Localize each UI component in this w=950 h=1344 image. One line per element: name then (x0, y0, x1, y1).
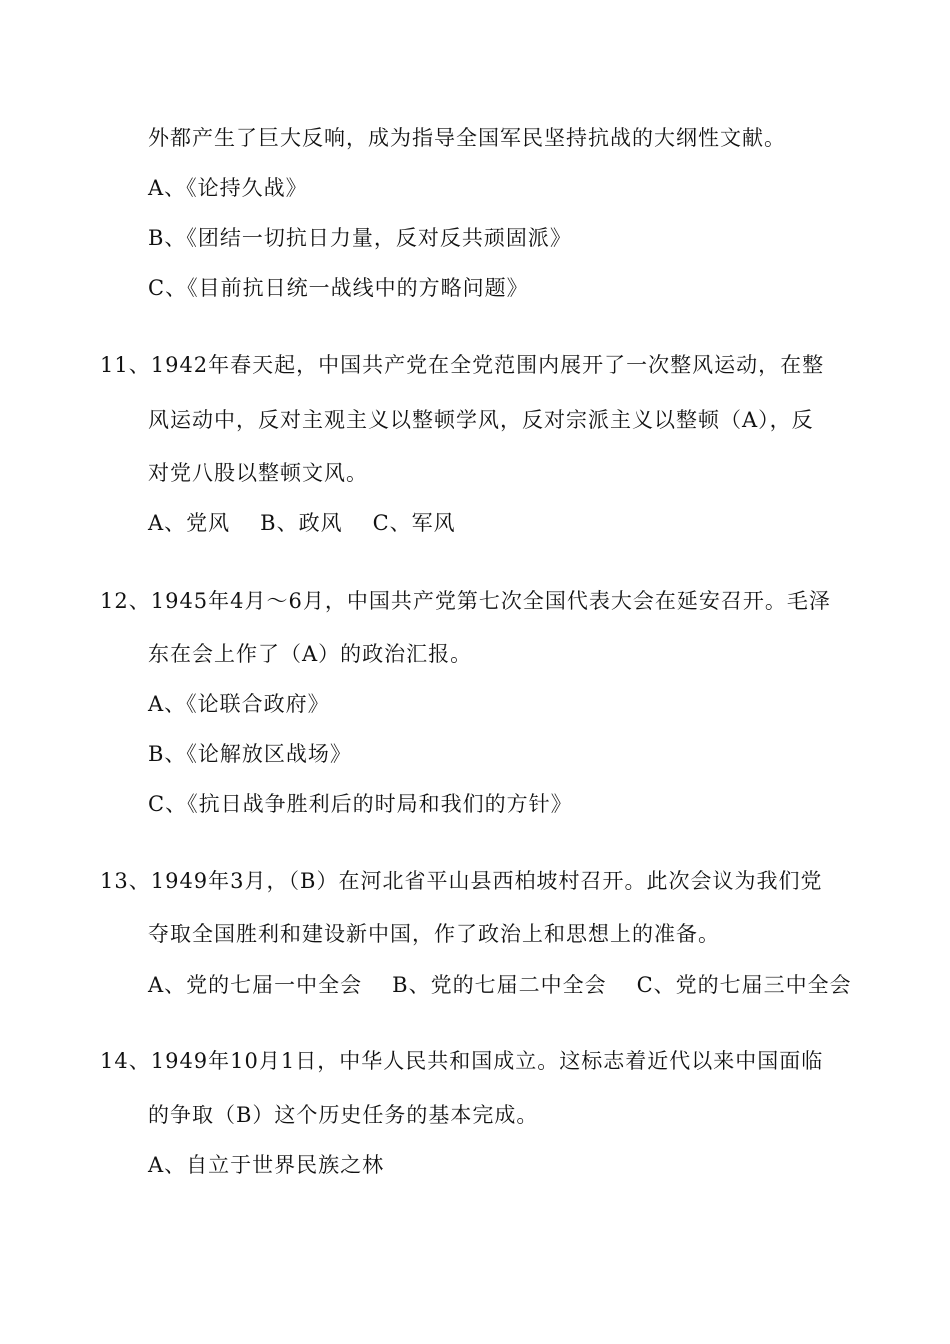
option-b: B、党的七届二中全会 (392, 973, 607, 997)
text-line: 东在会上作了（A）的政治汇报。 (148, 642, 473, 666)
option-b: B、《团结一切抗日力量，反对反共顽固派》 (148, 226, 572, 250)
options-row (148, 509, 456, 537)
text-line: 风运动中，反对主观主义以整顿学风，反对宗派主义以整顿（A），反 (148, 408, 814, 432)
option-b: B、政风 (260, 511, 343, 535)
option-c: C、《抗日战争胜利后的时局和我们的方针》 (148, 792, 573, 816)
text-line: 外都产生了巨大反响，成为指导全国军民坚持抗战的大纲性文献。 (148, 126, 786, 150)
question-14: 14、1949年10月1日，中华人民共和国成立。这标志着近代以来中国面临 (100, 1049, 824, 1073)
option-a: A、党的七届一中全会 (148, 973, 363, 997)
question-11: 11、1942年春天起，中国共产党在全党范围内展开了一次整风运动，在整 (100, 353, 825, 377)
option-b: B、《论解放区战场》 (148, 742, 352, 766)
question-12: 12、1945年4月～6月，中国共产党第七次全国代表大会在延安召开。毛泽 (100, 589, 831, 613)
option-c: C、党的七届三中全会 (636, 973, 852, 997)
option-c: C、《目前抗日统一战线中的方略问题》 (148, 276, 529, 300)
option-a: A、党风 (148, 511, 231, 535)
text-line: 夺取全国胜利和建设新中国，作了政治上和思想上的准备。 (148, 922, 720, 946)
option-a: A、自立于世界民族之林 (148, 1153, 385, 1177)
text-line: 的争取（B）这个历史任务的基本完成。 (148, 1103, 539, 1127)
option-a: A、《论持久战》 (148, 176, 308, 200)
option-c: C、军风 (372, 511, 456, 535)
text-line: 对党八股以整顿文风。 (148, 461, 368, 485)
question-13: 13、1949年3月，（B）在河北省平山县西柏坡村召开。此次会议为我们党 (100, 869, 823, 893)
option-a: A、《论联合政府》 (148, 692, 330, 716)
options-row (148, 971, 852, 999)
